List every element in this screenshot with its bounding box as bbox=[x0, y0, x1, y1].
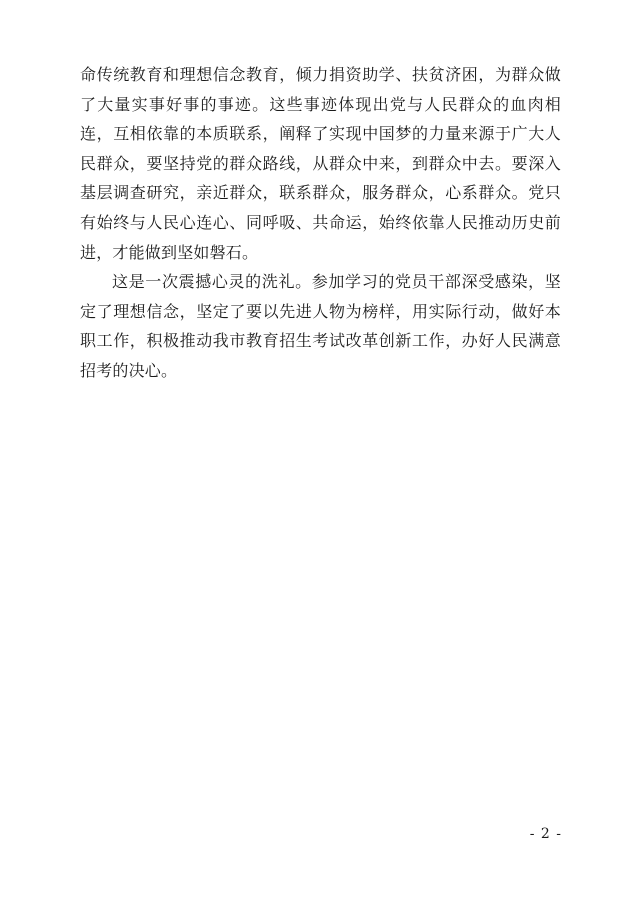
page-number: - 2 - bbox=[529, 826, 562, 842]
body-text bbox=[80, 60, 561, 386]
paragraph-continued: 命传统教育和理想信念教育，倾力捐资助学、扶贫济困，为群众做了大量实事好事的事迹。这些事迹体现出党与人民群众的血肉相连，互相依靠的本质联系，阐释了实现中国梦的力量来源于广大人民群众，要坚持党的群众路线，从群众中来，到群众中去。要深入基层调查研究，亲近群众，联系群众，服务群众，心系群众。党只有始终与人民心连心、同呼吸、共命运，始终依靠人民推动历史前进，才能做到坚如磐石。 bbox=[80, 65, 561, 262]
paragraph-closing: 这是一次震撼心灵的洗礼。参加学习的党员干部深受感染，坚定了理想信念，坚定了要以先进人物为榜样，用实际行动，做好本职工作，积极推动我市教育招生考试改革创新工作，办好人民满意招考的决心。 bbox=[80, 272, 561, 380]
